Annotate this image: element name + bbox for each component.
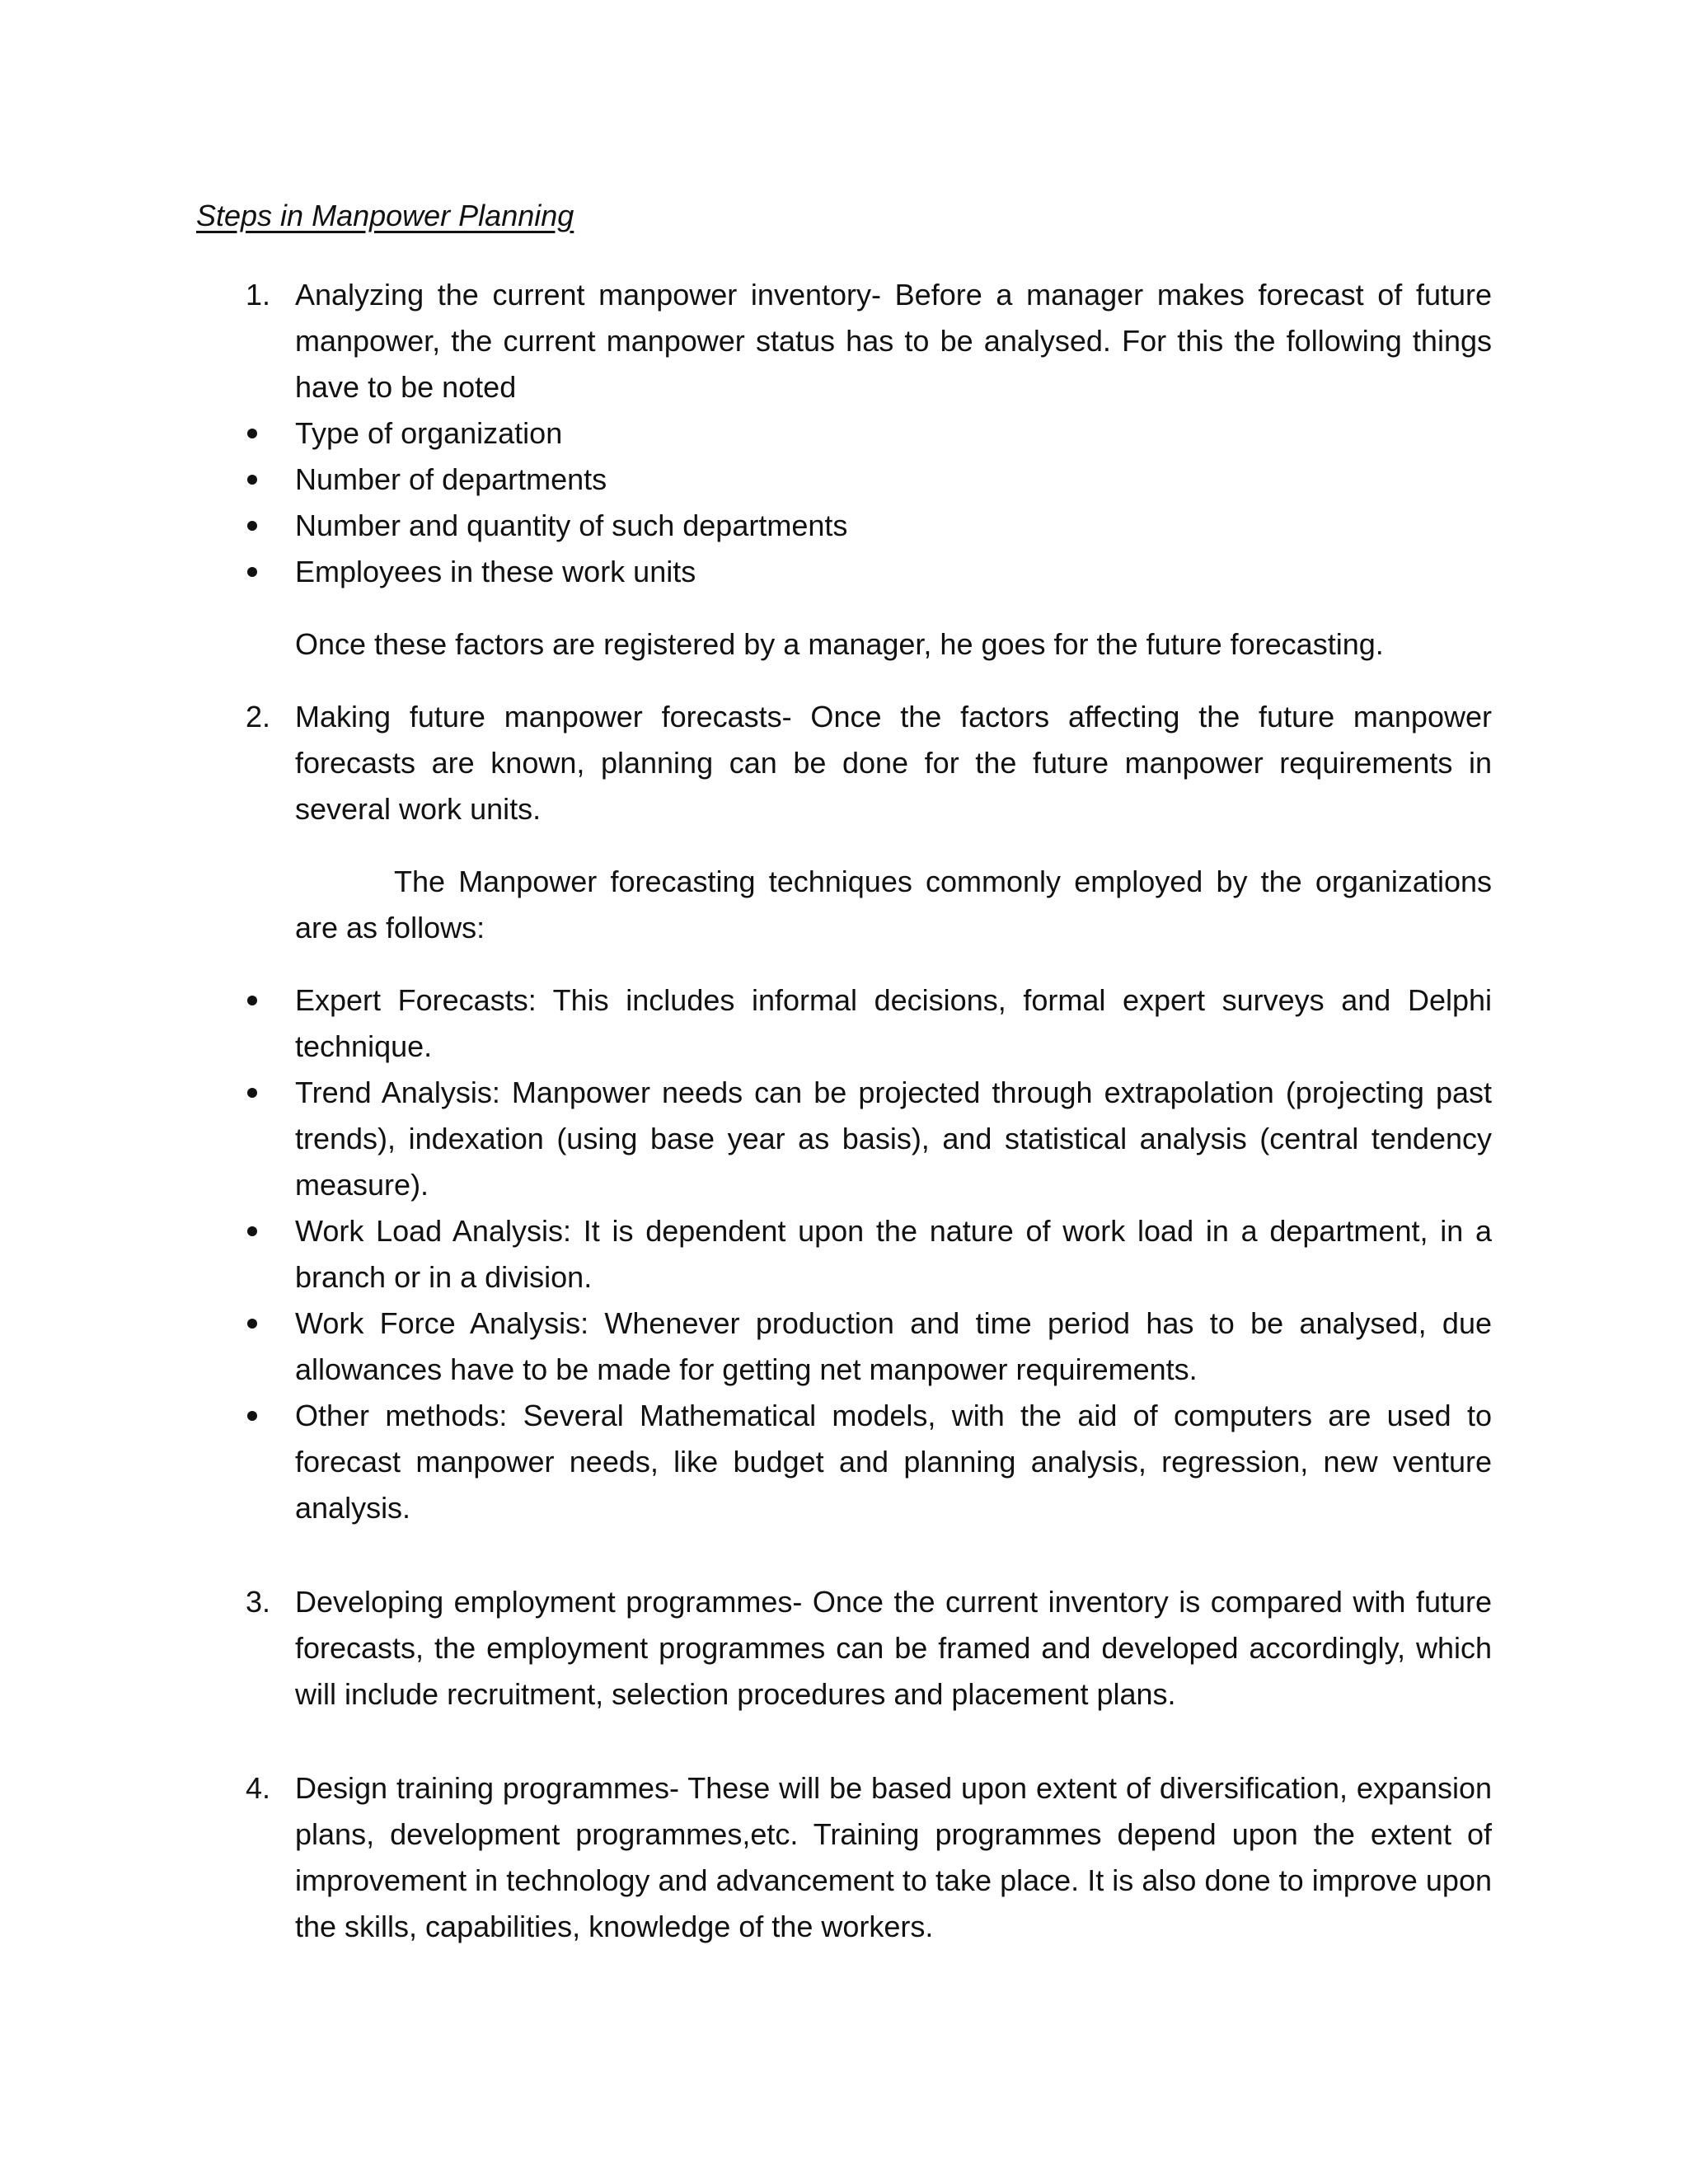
step-text: Developing employment programmes- Once the current inventory is compared with future forecasts, the employment programmes can be framed and developed accordingly, which will include recruitment, selection procedures and placement plans. xyxy=(295,1585,1492,1711)
bullet-icon xyxy=(247,1226,257,1236)
bullet-icon xyxy=(247,521,257,531)
step-2-intro: The Manpower forecasting techniques commonly employed by the organizations are as follows: xyxy=(295,865,1492,944)
step-text: Analyzing the current manpower inventory- Before a manager makes forecast of future manpower, the current manpower status has to be analysed. For this the following things have to be noted xyxy=(295,278,1492,404)
bullet-icon xyxy=(247,429,257,438)
bullet-icon xyxy=(247,1319,257,1329)
bullet-list xyxy=(196,410,1492,595)
list-item: Work Force Analysis: Whenever production and time period has to be analysed, due allowances have to be made for getting net manpower requirements. xyxy=(295,1301,1492,1393)
step-text: Making future manpower forecasts- Once the factors affecting the future manpower forecasts are known, planning can be done for the future manpower requirements in several work units. xyxy=(295,700,1492,826)
bullet-list xyxy=(196,977,1492,1531)
list-item: Employees in these work units xyxy=(295,549,1492,595)
step-1 xyxy=(196,272,1492,410)
document-body xyxy=(196,272,1492,1950)
page-title: Steps in Manpower Planning xyxy=(196,199,574,232)
list-item: Other methods: Several Mathematical models, with the aid of computers are used to forecast manpower needs, like budget and planning analysis, regression, new venture analysis. xyxy=(295,1393,1492,1531)
list-item: Number and quantity of such departments xyxy=(295,503,1492,549)
list-item: Trend Analysis: Manpower needs can be projected through extrapolation (projecting past trends), indexation (using base year as basis), and statistical analysis (central tendency measure). xyxy=(295,1070,1492,1208)
bullet-icon xyxy=(247,567,257,577)
list-item: Number of departments xyxy=(295,457,1492,503)
list-item: Type of organization xyxy=(295,410,1492,457)
list-item: Expert Forecasts: This includes informal decisions, formal expert surveys and Delphi technique. xyxy=(295,977,1492,1070)
step-number: 4. xyxy=(246,1771,271,1805)
step-2 xyxy=(196,694,1492,832)
step-text: Design training programmes- These will be based upon extent of diversification, expansion plans, development programmes,etc. Training programmes depend upon the extent of improvement in technology and advancement to take place. It is also done to improve upon the skills, capabilities, knowledge of the workers. xyxy=(295,1771,1492,1943)
step-3 xyxy=(196,1579,1492,1718)
step-number: 2. xyxy=(246,700,271,733)
bullet-icon xyxy=(247,1088,257,1098)
step-4 xyxy=(196,1765,1492,1950)
bullet-icon xyxy=(247,475,257,485)
step-1-closing: Once these factors are registered by a manager, he goes for the future forecasting. xyxy=(295,627,1384,661)
list-item: Work Load Analysis: It is dependent upon the nature of work load in a department, in a branch or in a division. xyxy=(295,1208,1492,1301)
step-number: 3. xyxy=(246,1585,271,1619)
bullet-icon xyxy=(247,1411,257,1421)
step-number: 1. xyxy=(246,278,271,312)
bullet-icon xyxy=(247,996,257,1005)
